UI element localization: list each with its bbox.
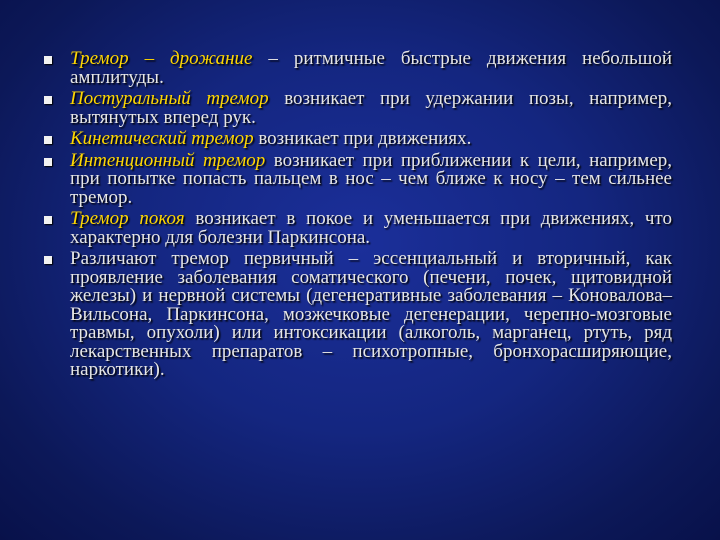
- bullet-list: [40, 50, 672, 383]
- bullet-text: Различают тремор первичный – эссенциальный и вторичный, как проявление заболевания соматического (печени, почек, щитовидной железы) и нервной системы (дегенеративные заболевания – Коновалова–Вильсона, Паркинсона, мозжечковые дегенерации, черепно-мозговые травмы, опухоли) или интоксикации (алкоголь, марганец, ртуть, ряд лекарственных препаратов – психотропные, бронхорасширяющие, наркотики).: [70, 248, 672, 380]
- square-bullet-icon: [44, 158, 52, 166]
- bullet-item: [40, 90, 672, 127]
- square-bullet-icon: [44, 256, 52, 264]
- bullet-text: возникает при приближении к цели, например, при попытке попасть пальцем в нос – чем ближе к носу – тем сильнее тремор.: [70, 149, 673, 208]
- square-bullet-icon: [44, 96, 52, 104]
- bullet-text: – ритмичные быстрые движения небольшой амплитуды.: [70, 48, 672, 88]
- bullet-item: [40, 210, 672, 247]
- bullet-text: возникает при движениях.: [253, 128, 472, 149]
- bullet-item: [40, 50, 672, 87]
- bullet-term: Кинетический тремор: [70, 128, 254, 149]
- bullet-item: [40, 250, 672, 380]
- square-bullet-icon: [44, 216, 52, 224]
- bullet-term: Тремор – дрожание: [70, 48, 253, 69]
- square-bullet-icon: [44, 56, 52, 64]
- square-bullet-icon: [44, 136, 52, 144]
- bullet-text: возникает в покое и уменьшается при движениях, что характерно для болезни Паркинсона.: [70, 208, 672, 248]
- bullet-text: возникает при удержании позы, например, вытянутых вперед рук.: [70, 88, 672, 128]
- bullet-term: Интенционный тремор: [70, 149, 266, 171]
- bullet-item: [40, 149, 673, 208]
- bullet-term: Постуральный тремор: [70, 88, 269, 109]
- bullet-term: Тремор покоя: [70, 208, 185, 229]
- bullet-item: [40, 130, 672, 149]
